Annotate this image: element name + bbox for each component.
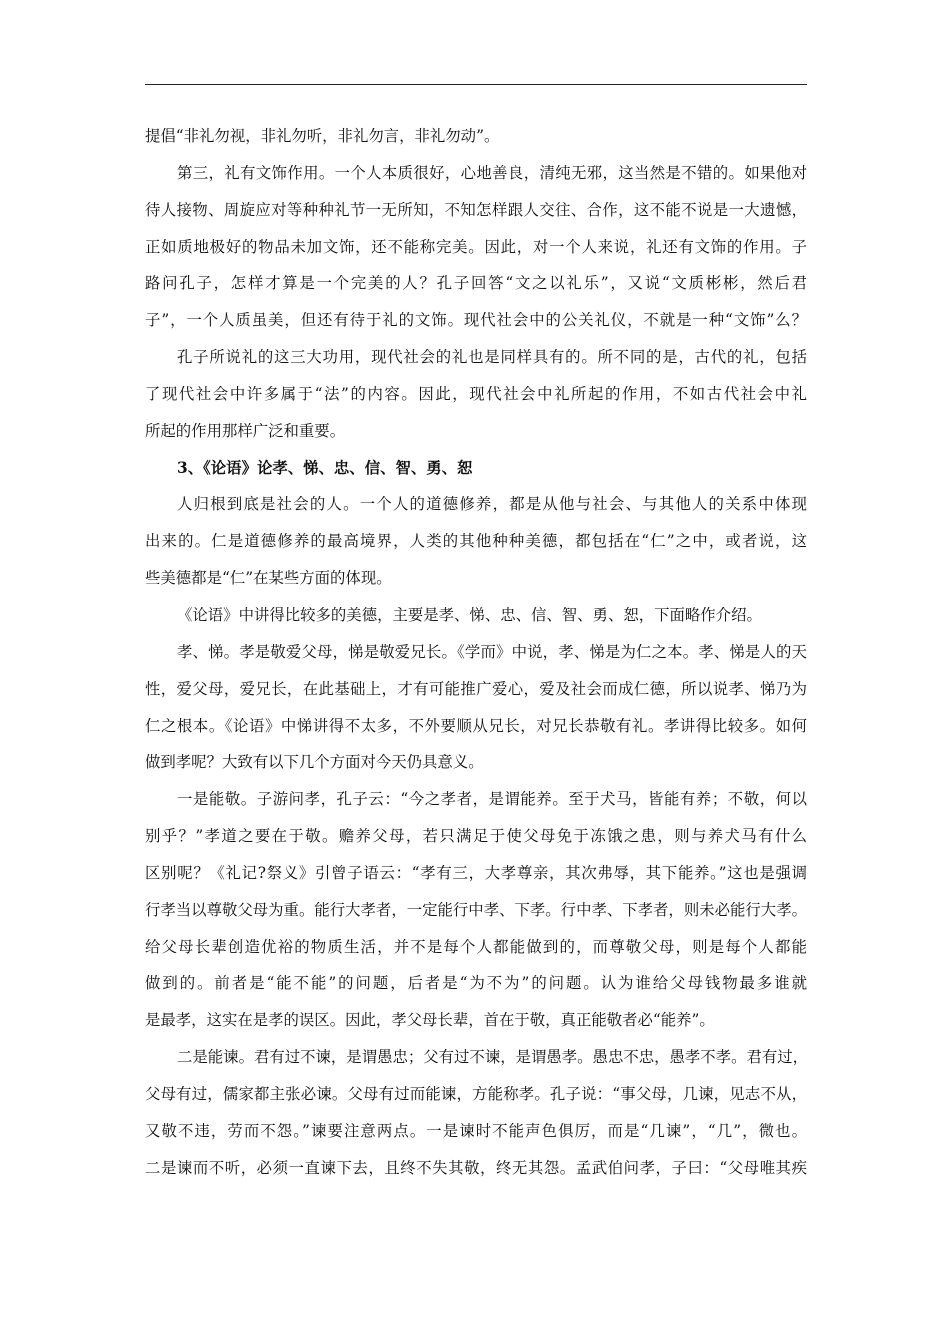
- paragraph-line: 了现代社会中许多属于“法”的内容。因此，现代社会中礼所起的作用，不如古代社会中礼: [145, 384, 807, 403]
- paragraph-line: 子”，一个人质虽美，但还有待于礼的文饰。现代社会中的公关礼仪，不就是一种“文饰”么？: [145, 311, 807, 330]
- paragraph-line: 行孝当以尊敬父母为重。能行大孝者，一定能行中孝、下孝。行中孝、下孝者，则未必能行大孝。: [145, 900, 807, 919]
- paragraph-line: 二是谏而不听，必须一直谏下去，且终不失其敬，终无其怨。孟武伯问孝，子曰：“父母唯其疾: [145, 1158, 807, 1177]
- paragraph-line: 一是能敬。子游问孝，孔子云：“今之孝者，是谓能养。至于犬马，皆能有养；不敬，何以: [177, 790, 807, 809]
- paragraph-line: 所起的作用那样广泛和重要。: [145, 421, 346, 440]
- paragraph-line: 又敬不违，劳而不怨。”谏要注意两点。一是谏时不能声色俱厉，而是“几谏”，“几”，微也。: [145, 1121, 807, 1140]
- paragraph-line: 是最孝，这实在是孝的误区。因此，孝父母长辈，首在于敬，真正能敬者必“能养”。: [145, 1011, 715, 1030]
- paragraph-line: 人归根到底是社会的人。一个人的道德修养，都是从他与社会、与其他人的关系中体现: [177, 495, 807, 514]
- section-heading: 3、《论语》论孝、悌、忠、信、智、勇、恕: [177, 458, 473, 477]
- paragraph-line: 别乎？”孝道之要在于敬。赡养父母，若只满足于使父母免于冻饿之患，则与养犬马有什么: [145, 827, 807, 846]
- paragraph-line: 孔子所说礼的这三大功用，现代社会的礼也是同样具有的。所不同的是，古代的礼，包括: [177, 348, 807, 367]
- paragraph-line: 提倡“非礼勿视，非礼勿听，非礼勿言，非礼勿动”。: [145, 127, 500, 145]
- document-body: [145, 118, 807, 1186]
- paragraph-line: 父母有过，儒家都主张必谏。父母有过而能谏，方能称孝。孔子说：“事父母，几谏，见志不从，: [145, 1084, 807, 1103]
- paragraph-line: 给父母长辈创造优裕的物质生活，并不是每个人都能做到的，而尊敬父母，则是每个人都能: [145, 937, 807, 956]
- paragraph-line: 路问孔子，怎样才算是一个完美的人？孔子回答“文之以礼乐”，又说“文质彬彬，然后君: [145, 274, 807, 293]
- header-rule: [145, 84, 807, 85]
- paragraph-line: 出来的。仁是道德修养的最高境界，人类的其他种种美德，都包括在“仁”之中，或者说，这: [145, 532, 807, 551]
- paragraph-line: 性，爱父母，爱兄长，在此基础上，才有可能推广爱心，爱及社会而成仁德，所以说孝、悌乃为: [145, 679, 807, 698]
- paragraph-line: 二是能谏。君有过不谏，是谓愚忠；父有过不谏，是谓愚孝。愚忠不忠，愚孝不孝。君有过，: [177, 1048, 809, 1067]
- paragraph-line: 区别呢？《礼记?祭义》引曾子语云：“孝有三，大孝尊亲，其次弗辱，其下能养。”这也是强调: [145, 863, 807, 882]
- paragraph-line: 待人接物、周旋应对等种种礼节一无所知，不知怎样跟人交往、合作，这不能不说是一大遗憾，: [145, 200, 807, 219]
- paragraph-line: 《论语》中讲得比较多的美德，主要是孝、悌、忠、信、智、勇、恕，下面略作介绍。: [177, 605, 762, 624]
- paragraph-line: 第三，礼有文饰作用。一个人本质很好，心地善良，清纯无邪，这当然是不错的。如果他对: [177, 163, 807, 182]
- paragraph-line: 仁之根本。《论语》中悌讲得不太多，不外要顺从兄长，对兄长恭敬有礼。孝讲得比较多。如何: [145, 716, 807, 735]
- paragraph-line: 做到孝呢？大致有以下几个方面对今天仍具意义。: [145, 753, 484, 772]
- paragraph-line: 些美德都是“仁”在某些方面的体现。: [145, 569, 392, 588]
- paragraph-line: 做到的。前者是“能不能”的问题，后者是“为不为”的问题。认为谁给父母钱物最多谁就: [145, 974, 807, 993]
- paragraph-line: 正如质地极好的物品未加文饰，还不能称完美。因此，对一个人来说，礼还有文饰的作用。子: [145, 237, 807, 256]
- paragraph-line: 孝、悌。孝是敬爱父母，悌是敬爱兄长。《学而》中说，孝、悌是为仁之本。孝、悌是人的天: [177, 642, 807, 661]
